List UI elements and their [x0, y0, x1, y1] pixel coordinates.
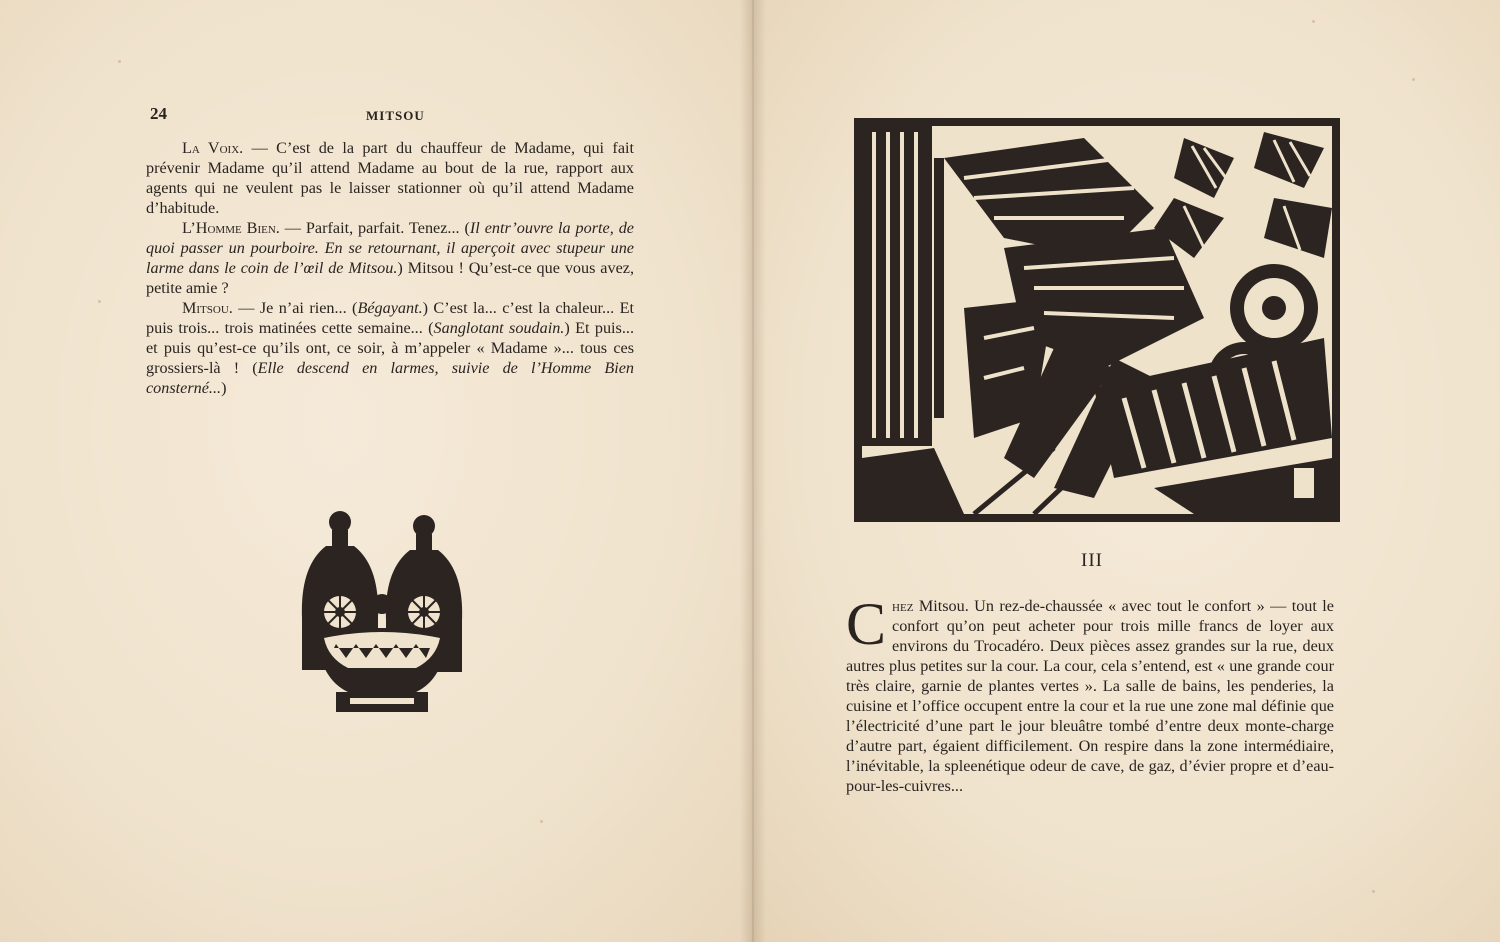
paper-speck	[118, 60, 121, 63]
chapter-body	[846, 591, 1334, 796]
speaker-homme-bien: L’Homme Bien.	[182, 219, 280, 237]
stage-direction: Elle descend en larmes, suivie de l’Homme Bien consterné...	[146, 359, 634, 397]
page-number: 24	[150, 104, 167, 123]
speech: ) Et puis... et puis qu’est-ce qu’ils ont, ce soir, à m’appeler « Madame »... tous ces grossiers-là ! (	[146, 319, 634, 377]
speech: — C’est de la part du chauffeur de Madame, qui fait prévenir Madame qu’il attend Madame au bout de la rue, rapport aux agents qui ne veulent pas le laisser stationner où qu’il attend Madame d’habitude.	[146, 139, 635, 217]
stage-direction: Bégayant.	[357, 299, 423, 317]
running-head: MITSOU	[366, 108, 425, 123]
paper-speck	[98, 300, 101, 303]
lead-word: hez	[892, 597, 914, 615]
paragraph-homme-bien	[146, 218, 634, 298]
perfume-bottles-ornament	[296, 508, 466, 718]
speech: — Je n’ai rien... (	[232, 299, 358, 317]
chapter-paragraph: Mitsou. Un rez-de-chaussée « avec tout le confort » — tout le confort qu’on peut acheter pour trois mille francs de loyer aux environs du Trocadéro. Deux pièces assez grandes sur la rue, deux autres plus petites sur la cour. La cour, cela s’entend, est « une grande cour très claire, garnie de plantes vertes ». La salle de bains, les penderies, la cuisine et l’office occupent entre la cour et la rue une zone mal définie que l’électricité d’une part le jour bleuâtre tombé d’entre deux monte-charge d’autre part, égaient difficilement. On respire dans la zone intermédiaire, l’inévitable, la spleenétique odeur de cave, de gaz, d’évier propre et d’eau-pour-les-cuivres...	[846, 597, 1334, 795]
paper-speck	[1312, 20, 1315, 23]
stage-direction: Il entr’ouvre la porte, de quoi passer un pourboire. En se retournant, il aperçoit avec stupeur une larme dans le coin de l’œil de Mitsou.	[146, 219, 634, 277]
speech: ) Mitsou ! Qu’est-ce que vous avez, petite amie ?	[146, 259, 634, 297]
speaker-la-voix: La Voix.	[182, 139, 244, 157]
woodcut-illustration	[854, 118, 1340, 522]
book-gutter	[740, 0, 766, 942]
speaker-mitsou: Mitsou.	[182, 299, 233, 317]
paragraph-mitsou	[146, 298, 634, 398]
speech: )	[221, 379, 227, 397]
speech: ) C’est la... c’est la chaleur... Et puis trois... trois matinées cette semaine... (	[146, 299, 634, 337]
paragraph-la-voix	[146, 138, 634, 218]
paper-speck	[540, 820, 543, 823]
drop-cap: C	[846, 591, 887, 657]
stage-direction: Sanglotant soudain.	[433, 319, 565, 337]
chapter-number: III	[1081, 550, 1103, 571]
paper-speck	[1412, 78, 1415, 81]
paper-speck	[1372, 890, 1375, 893]
speech: — Parfait, parfait. Tenez... (	[279, 219, 470, 237]
dialogue-text	[146, 138, 634, 398]
